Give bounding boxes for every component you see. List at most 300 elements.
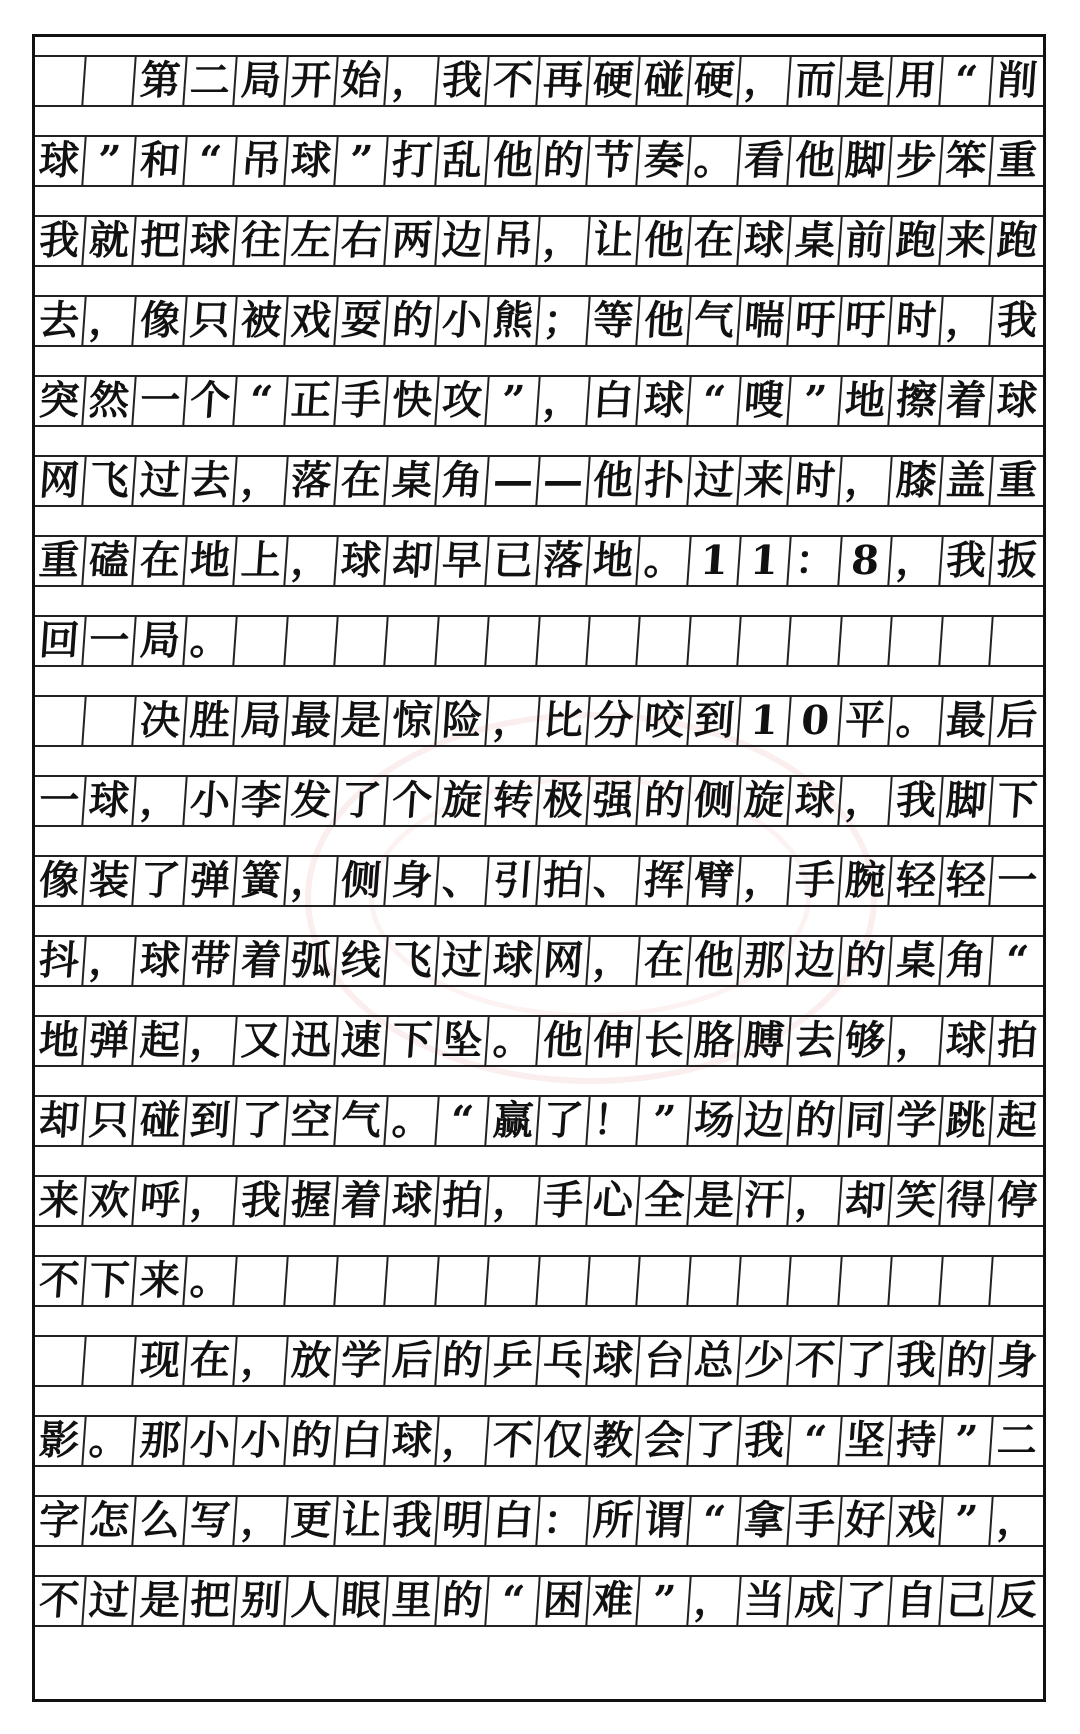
- manuscript-cell: 只: [84, 1097, 138, 1145]
- manuscript-cell: 角: [436, 457, 490, 505]
- manuscript-cell: [890, 1257, 944, 1305]
- manuscript-cell: 白: [588, 377, 642, 425]
- manuscript-cell: ”: [789, 377, 843, 425]
- manuscript-cell: 惊: [386, 697, 440, 745]
- manuscript-cell: 最: [285, 697, 339, 745]
- manuscript-cell: 字: [33, 1497, 87, 1545]
- manuscript-cell: 白: [336, 1417, 390, 1465]
- manuscript-cell: [688, 1257, 742, 1305]
- manuscript-cell: 难: [588, 1577, 642, 1625]
- manuscript-cell: 到: [184, 1097, 238, 1145]
- manuscript-row: [35, 615, 1043, 667]
- manuscript-cell: 左: [285, 217, 339, 265]
- manuscript-cell: 来: [134, 1257, 188, 1305]
- manuscript-cell: 二: [996, 1417, 1040, 1464]
- manuscript-row: [35, 55, 1043, 107]
- manuscript-cell: 耍: [336, 297, 390, 345]
- manuscript-cell: 场: [688, 1097, 742, 1145]
- manuscript-cell: 他: [789, 137, 843, 185]
- manuscript-row: [35, 1415, 1043, 1467]
- manuscript-cell: 了: [537, 1097, 591, 1145]
- manuscript-cell: 更: [285, 1497, 339, 1545]
- manuscript-cell: 他: [688, 937, 742, 985]
- manuscript-cell: 而: [789, 57, 843, 105]
- manuscript-cell: 飞: [84, 457, 138, 505]
- manuscript-cell: 手: [336, 377, 390, 425]
- manuscript-cell: ”: [638, 1577, 692, 1625]
- manuscript-cell: 球: [386, 1177, 440, 1225]
- manuscript-cell: 的: [638, 777, 692, 825]
- manuscript-cell: 去: [33, 297, 87, 345]
- manuscript-cell: 比: [537, 697, 591, 745]
- manuscript-cell: 就: [84, 217, 138, 265]
- manuscript-cell: 跑: [890, 217, 944, 265]
- manuscript-cell: 的: [537, 137, 591, 185]
- manuscript-cell: 他: [487, 137, 541, 185]
- manuscript-cell: ，: [739, 857, 793, 905]
- manuscript-cell: 嗖: [739, 377, 793, 425]
- manuscript-cell: 喘: [739, 297, 793, 345]
- manuscript-cell: 快: [386, 377, 440, 425]
- manuscript-cell: 只: [184, 297, 238, 345]
- manuscript-cell: ，: [996, 1497, 1040, 1544]
- manuscript-cell: 看: [739, 137, 793, 185]
- manuscript-cell: 身: [996, 1337, 1040, 1384]
- manuscript-cell: 小: [184, 1417, 238, 1465]
- manuscript-cell: 我: [996, 297, 1040, 344]
- manuscript-cell: “: [688, 1497, 742, 1545]
- manuscript-cell: 拍: [537, 857, 591, 905]
- manuscript-cell: 不: [487, 57, 541, 105]
- manuscript-cell: ”: [487, 377, 541, 425]
- manuscript-cell: 弹: [184, 857, 238, 905]
- manuscript-cell: 却: [840, 1177, 894, 1225]
- manuscript-cell: 那: [739, 937, 793, 985]
- manuscript-cell: 弹: [84, 1017, 138, 1065]
- manuscript-cell: 我: [890, 1337, 944, 1385]
- manuscript-cell: 后: [996, 697, 1040, 744]
- manuscript-cell: 气: [336, 1097, 390, 1145]
- manuscript-cell: [386, 617, 440, 665]
- manuscript-cell: 到: [688, 697, 742, 745]
- manuscript-cell: 个: [386, 777, 440, 825]
- manuscript-cell: 强: [588, 777, 642, 825]
- manuscript-cell: 打: [386, 137, 440, 185]
- manuscript-cell: ，: [134, 777, 188, 825]
- manuscript-cell: 我: [940, 537, 994, 585]
- manuscript-cell: 8: [840, 537, 894, 585]
- manuscript-cell: 手: [537, 1177, 591, 1225]
- manuscript-cell: 球: [789, 777, 843, 825]
- manuscript-cell: 局: [235, 57, 289, 105]
- manuscript-cell: 我: [386, 1497, 440, 1545]
- manuscript-cell: 的: [789, 1097, 843, 1145]
- manuscript-cell: 笨: [940, 137, 994, 185]
- manuscript-cell: ，: [386, 57, 440, 105]
- manuscript-cell: [84, 697, 138, 745]
- manuscript-cell: ，: [487, 1177, 541, 1225]
- manuscript-cell: 会: [638, 1417, 692, 1465]
- manuscript-cell: 边: [436, 217, 490, 265]
- manuscript-cell: 落: [537, 537, 591, 585]
- manuscript-cell: 、: [436, 857, 490, 905]
- manuscript-cell: 的: [285, 1417, 339, 1465]
- manuscript-cell: 把: [134, 217, 188, 265]
- manuscript-cell: ，: [940, 297, 994, 345]
- manuscript-cell: 最: [940, 697, 994, 745]
- manuscript-cell: [789, 617, 843, 665]
- manuscript-cell: 坠: [436, 1017, 490, 1065]
- manuscript-cell: 球: [386, 1417, 440, 1465]
- manuscript-cell: 地: [184, 537, 238, 585]
- manuscript-cell: 1: [688, 537, 742, 585]
- manuscript-cell: [336, 1257, 390, 1305]
- manuscript-cell: 握: [285, 1177, 339, 1225]
- manuscript-cell: 过: [688, 457, 742, 505]
- manuscript-cell: [33, 697, 87, 745]
- manuscript-cell: ，: [789, 1177, 843, 1225]
- manuscript-cell: 、: [588, 857, 642, 905]
- manuscript-cell: 我: [33, 217, 87, 265]
- manuscript-cell: 地: [33, 1017, 87, 1065]
- manuscript-cell: 球: [739, 217, 793, 265]
- manuscript-cell: 小: [235, 1417, 289, 1465]
- manuscript-cell: “: [789, 1417, 843, 1465]
- manuscript-cell: 抖: [33, 937, 87, 985]
- manuscript-cell: 速: [336, 1017, 390, 1065]
- manuscript-cell: 伸: [588, 1017, 642, 1065]
- manuscript-cell: 了: [134, 857, 188, 905]
- manuscript-cell: [336, 617, 390, 665]
- manuscript-cell: 下: [996, 777, 1040, 824]
- manuscript-cell: ，: [84, 937, 138, 985]
- manuscript-cell: 一: [996, 857, 1040, 904]
- manuscript-cell: 他: [588, 457, 642, 505]
- manuscript-cell: 乓: [537, 1337, 591, 1385]
- manuscript-cell: 拿: [739, 1497, 793, 1545]
- manuscript-cell: —: [537, 457, 591, 505]
- manuscript-cell: 现: [134, 1337, 188, 1385]
- manuscript-cell: 是: [840, 57, 894, 105]
- manuscript-cell: 呼: [134, 1177, 188, 1225]
- manuscript-cell: 李: [235, 777, 289, 825]
- manuscript-cell: 碰: [638, 57, 692, 105]
- manuscript-cell: ，: [537, 377, 591, 425]
- manuscript-row: [35, 1255, 1043, 1307]
- manuscript-cell: 来: [33, 1177, 87, 1225]
- manuscript-cell: 球: [33, 137, 87, 185]
- manuscript-cell: [285, 1257, 339, 1305]
- manuscript-cell: 不: [789, 1337, 843, 1385]
- manuscript-cell: [386, 1257, 440, 1305]
- manuscript-cell: 桌: [386, 457, 440, 505]
- manuscript-row: [35, 1335, 1043, 1387]
- manuscript-cell: 带: [184, 937, 238, 985]
- manuscript-cell: 心: [588, 1177, 642, 1225]
- manuscript-cell: 二: [184, 57, 238, 105]
- manuscript-cell: 却: [386, 537, 440, 585]
- manuscript-cell: 把: [184, 1577, 238, 1625]
- manuscript-cell: [840, 617, 894, 665]
- manuscript-cell: 硬: [588, 57, 642, 105]
- manuscript-cell: 正: [285, 377, 339, 425]
- manuscript-cell: 险: [436, 697, 490, 745]
- manuscript-cell: 仅: [537, 1417, 591, 1465]
- manuscript-cell: 边: [739, 1097, 793, 1145]
- manuscript-cell: 前: [840, 217, 894, 265]
- manuscript-cell: 得: [940, 1177, 994, 1225]
- manuscript-cell: [638, 1257, 692, 1305]
- manuscript-cell: 别: [235, 1577, 289, 1625]
- manuscript-cell: 胜: [184, 697, 238, 745]
- manuscript-cell: 步: [890, 137, 944, 185]
- manuscript-cell: 的: [940, 1337, 994, 1385]
- manuscript-cell: 胳: [688, 1017, 742, 1065]
- manuscript-cell: [537, 617, 591, 665]
- manuscript-cell: 小: [184, 777, 238, 825]
- manuscript-cell: 被: [235, 297, 289, 345]
- manuscript-cell: 时: [890, 297, 944, 345]
- manuscript-cell: 拍: [996, 1017, 1040, 1064]
- manuscript-row: [35, 1095, 1043, 1147]
- manuscript-cell: 自: [890, 1577, 944, 1625]
- manuscript-cell: ，: [890, 1017, 944, 1065]
- manuscript-row: [35, 295, 1043, 347]
- manuscript-cell: 臂: [688, 857, 742, 905]
- manuscript-cell: 膊: [739, 1017, 793, 1065]
- manuscript-cell: 削: [996, 57, 1040, 104]
- manuscript-cell: 扑: [638, 457, 692, 505]
- manuscript-cell: 腕: [840, 857, 894, 905]
- manuscript-cell: 桌: [890, 937, 944, 985]
- manuscript-cell: 球: [184, 217, 238, 265]
- manuscript-cell: [235, 617, 289, 665]
- manuscript-cell: 节: [588, 137, 642, 185]
- manuscript-cell: 是: [688, 1177, 742, 1225]
- manuscript-cell: 等: [588, 297, 642, 345]
- manuscript-cell: 攻: [436, 377, 490, 425]
- manuscript-cell: 往: [235, 217, 289, 265]
- manuscript-cell: [33, 1337, 87, 1385]
- manuscript-cell: ，: [840, 777, 894, 825]
- manuscript-cell: 发: [285, 777, 339, 825]
- manuscript-cell: 是: [336, 697, 390, 745]
- manuscript-cell: 球: [487, 937, 541, 985]
- manuscript-cell: [487, 1257, 541, 1305]
- manuscript-cell: 1: [739, 537, 793, 585]
- manuscript-cell: 我: [890, 777, 944, 825]
- manuscript-cell: 去: [184, 457, 238, 505]
- manuscript-cell: 够: [840, 1017, 894, 1065]
- manuscript-cell: 汗: [739, 1177, 793, 1225]
- manuscript-cell: 吊: [235, 137, 289, 185]
- manuscript-cell: 在: [336, 457, 390, 505]
- manuscript-cell: 所: [588, 1497, 642, 1545]
- manuscript-cell: 戏: [890, 1497, 944, 1545]
- manuscript-cell: 让: [588, 217, 642, 265]
- manuscript-cell: ”: [638, 1097, 692, 1145]
- manuscript-cell: 么: [134, 1497, 188, 1545]
- manuscript-cell: 手: [789, 857, 843, 905]
- manuscript-cell: “: [184, 137, 238, 185]
- manuscript-cell: 好: [840, 1497, 894, 1545]
- manuscript-cell: 脚: [840, 137, 894, 185]
- manuscript-cell: 又: [235, 1017, 289, 1065]
- manuscript-cell: 长: [638, 1017, 692, 1065]
- manuscript-cell: 侧: [688, 777, 742, 825]
- manuscript-cell: 让: [336, 1497, 390, 1545]
- manuscript-cell: 然: [84, 377, 138, 425]
- manuscript-cell: 台: [638, 1337, 692, 1385]
- manuscript-cell: [588, 617, 642, 665]
- manuscript-cell: 地: [840, 377, 894, 425]
- manuscript-cell: 网: [33, 457, 87, 505]
- manuscript-cell: 。: [84, 1417, 138, 1465]
- manuscript-cell: [789, 1257, 843, 1305]
- manuscript-cell: 是: [134, 1577, 188, 1625]
- manuscript-cell: 轻: [890, 857, 944, 905]
- manuscript-cell: 像: [134, 297, 188, 345]
- manuscript-cell: 球: [336, 537, 390, 585]
- manuscript-cell: 重: [996, 137, 1040, 184]
- manuscript-cell: 在: [184, 1337, 238, 1385]
- manuscript-cell: 局: [134, 617, 188, 665]
- manuscript-cell: 全: [638, 1177, 692, 1225]
- manuscript-cell: 重: [996, 457, 1040, 504]
- manuscript-cell: 过: [436, 937, 490, 985]
- manuscript-cell: 飞: [386, 937, 440, 985]
- manuscript-cell: 少: [739, 1337, 793, 1385]
- manuscript-cell: 小: [436, 297, 490, 345]
- manuscript-cell: 回: [33, 617, 87, 665]
- manuscript-cell: 了: [840, 1337, 894, 1385]
- manuscript-cell: 磕: [84, 537, 138, 585]
- manuscript-cell: 决: [134, 697, 188, 745]
- manuscript-cell: 拍: [436, 1177, 490, 1225]
- manuscript-cell: 线: [336, 937, 390, 985]
- manuscript-cell: 欢: [84, 1177, 138, 1225]
- manuscript-cell: ，: [235, 1337, 289, 1385]
- manuscript-cell: 却: [33, 1097, 87, 1145]
- manuscript-cell: 里: [386, 1577, 440, 1625]
- manuscript-cell: 赢: [487, 1097, 541, 1145]
- manuscript-cell: 白: [487, 1497, 541, 1545]
- manuscript-cell: 和: [134, 137, 188, 185]
- manuscript-cell: ，: [84, 297, 138, 345]
- manuscript-cell: —: [487, 457, 541, 505]
- manuscript-row: [35, 1575, 1043, 1627]
- manuscript-cell: 落: [285, 457, 339, 505]
- manuscript-cell: ，: [537, 217, 591, 265]
- manuscript-cell: 下: [84, 1257, 138, 1305]
- manuscript-cell: 球: [588, 1337, 642, 1385]
- manuscript-cell: 球: [285, 137, 339, 185]
- manuscript-cell: 停: [996, 1177, 1040, 1224]
- manuscript-cell: “: [1004, 937, 1031, 984]
- manuscript-cell: 。: [890, 697, 944, 745]
- manuscript-cell: 放: [285, 1337, 339, 1385]
- manuscript-cell: ，: [688, 1577, 742, 1625]
- manuscript-cell: 已: [487, 537, 541, 585]
- manuscript-cell: 边: [789, 937, 843, 985]
- manuscript-cell: 起: [134, 1017, 188, 1065]
- manuscript-cell: 重: [33, 537, 87, 585]
- manuscript-cell: 不: [33, 1577, 87, 1625]
- manuscript-cell: [487, 617, 541, 665]
- manuscript-cell: ；: [537, 297, 591, 345]
- manuscript-row: [35, 855, 1043, 907]
- manuscript-cell: ”: [84, 137, 138, 185]
- manuscript-cell: [840, 1257, 894, 1305]
- manuscript-cell: 旋: [739, 777, 793, 825]
- manuscript-cell: 己: [940, 1577, 994, 1625]
- manuscript-cell: 分: [588, 697, 642, 745]
- manuscript-cell: 影: [33, 1417, 87, 1465]
- manuscript-cell: ，: [890, 537, 944, 585]
- manuscript-cell: 第: [134, 57, 188, 105]
- manuscript-cell: 人: [285, 1577, 339, 1625]
- manuscript-row: [35, 375, 1043, 427]
- manuscript-cell: [940, 617, 994, 665]
- manuscript-cell: [739, 1257, 793, 1305]
- manuscript-cell: 簧: [235, 857, 289, 905]
- manuscript-cell: 桌: [789, 217, 843, 265]
- manuscript-cell: 他: [537, 1017, 591, 1065]
- manuscript-cell: 空: [285, 1097, 339, 1145]
- manuscript-cell: 引: [487, 857, 541, 905]
- manuscript-cell: “: [940, 57, 994, 105]
- manuscript-cell: 侧: [336, 857, 390, 905]
- manuscript-cell: 网: [537, 937, 591, 985]
- manuscript-cell: 一: [33, 777, 87, 825]
- manuscript-cell: 个: [184, 377, 238, 425]
- manuscript-cell: 笑: [890, 1177, 944, 1225]
- manuscript-cell: ：: [789, 537, 843, 585]
- manuscript-row: [35, 135, 1043, 187]
- manuscript-cell: 平: [840, 697, 894, 745]
- manuscript-cell: 挥: [638, 857, 692, 905]
- manuscript-cell: 气: [688, 297, 742, 345]
- manuscript-cell: ，: [184, 1177, 238, 1225]
- manuscript-cell: [84, 1337, 138, 1385]
- manuscript-cell: 球: [940, 1017, 994, 1065]
- manuscript-cell: 碰: [134, 1097, 188, 1145]
- manuscript-cell: 极: [537, 777, 591, 825]
- manuscript-cell: [537, 1257, 591, 1305]
- manuscript-cell: 怎: [84, 1497, 138, 1545]
- manuscript-cell: 来: [739, 457, 793, 505]
- manuscript-cell: “: [487, 1577, 541, 1625]
- manuscript-cell: ”: [336, 137, 390, 185]
- manuscript-cell: 着: [336, 1177, 390, 1225]
- manuscript-cell: [991, 617, 1045, 665]
- manuscript-sheet: [32, 34, 1046, 1702]
- manuscript-cell: ”: [940, 1417, 994, 1465]
- manuscript-cell: 写: [184, 1497, 238, 1545]
- manuscript-cell: 在: [638, 937, 692, 985]
- manuscript-cell: 球: [134, 937, 188, 985]
- manuscript-cell: [638, 617, 692, 665]
- manuscript-cell: 来: [940, 217, 994, 265]
- manuscript-cell: 学: [890, 1097, 944, 1145]
- manuscript-cell: 他: [638, 297, 692, 345]
- manuscript-cell: 膝: [890, 457, 944, 505]
- manuscript-cell: 一: [84, 617, 138, 665]
- manuscript-cell: 下: [386, 1017, 440, 1065]
- manuscript-row: [35, 935, 1043, 987]
- manuscript-cell: 装: [84, 857, 138, 905]
- manuscript-cell: 脚: [940, 777, 994, 825]
